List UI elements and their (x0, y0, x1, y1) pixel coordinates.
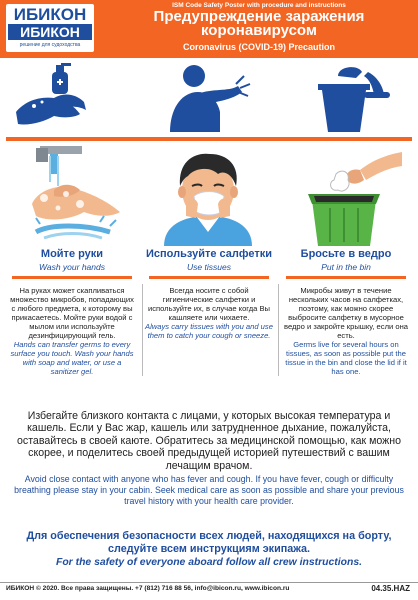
column-subtitle-wash: Wash your hands (39, 262, 105, 272)
column-subtitle-tissues: Use tissues (187, 262, 231, 272)
logo-tagline: решение для судоходства (19, 42, 81, 48)
column-text-wash (8, 286, 136, 376)
column-text-tissues (145, 286, 273, 340)
cough-person-icon (158, 62, 258, 134)
column-divider (142, 284, 143, 376)
column-text-en: Always carry tissues with you and use them to catch your cough or sneeze. (145, 322, 273, 340)
trash-bin-icon (298, 62, 398, 134)
column-text-bin (282, 286, 410, 376)
column-underline (286, 276, 406, 279)
header-banner (0, 0, 418, 58)
column-title-bin: Бросьте в ведро (300, 248, 392, 260)
column-underline (12, 276, 132, 279)
column-title-wash: Мойте руки (40, 248, 104, 260)
column-underline (149, 276, 269, 279)
column-subtitle-bin: Put in the bin (321, 262, 371, 272)
column-divider (278, 284, 279, 376)
tissue-into-bin-illustration (284, 146, 404, 246)
boy-with-tissue-illustration (148, 146, 268, 246)
footer-divider (0, 582, 418, 583)
column-text-ru: На руках может скапливаться множество микробов, попадающих с любого предмета, к которому вы прикасаетесь. Мойте руки водой с мылом или используйте дезинфицирующий гель. (10, 286, 134, 340)
crew-instructions-en: For the safety of everyone aboard follow all crew instructions. (55, 557, 363, 568)
column-title-tissues: Используйте салфетки (146, 248, 272, 260)
column-text-ru: Всегда носите с собой гигиенические салфетки и используйте их, в случае когда Вы кашляете или чихаете. (147, 286, 271, 322)
poster-subtitle: Coronavirus (COVID-19) Precaution (182, 42, 336, 52)
column-text-en: Germs live for several hours on tissues, as soon as possible put the tissue in the bin and close the lid if it has one. (285, 340, 407, 376)
column-text-en: Hands can transfer germs to every surface you touch. Wash your hands with soap and water, or use a sanitizer gel. (10, 340, 134, 376)
poster-code: 04.35.HAZ (371, 584, 410, 593)
company-logo (6, 4, 94, 52)
top-divider (6, 137, 412, 141)
advice-text-en: Avoid close contact with anyone who has fever and cough. If you have fever, cough or difficulty breathing please stay in your cabin. Seek medical care as soon as possible and share your previous travel history with your health care provider. (14, 474, 404, 506)
footer-copyright: ИБИКОН © 2020. Все права защищены. +7 (812) 716 88 56, info@ibicon.ru, www.ibicon.ru (6, 585, 290, 592)
poster-title: Предупреждение заражения коронавирусом (153, 8, 365, 39)
poster-kicker: ISM Code Safety Poster with procedure and instructions (172, 2, 346, 9)
logo-wordmark-band: ИБИКОН (8, 24, 92, 40)
column-text-ru: Микробы живут в течение нескольких часов на салфетках, поэтому, как можно скорее выбросите салфетку в мусорное ведро и закройте крышку, если она есть. (284, 286, 408, 340)
hand-wash-icon (14, 62, 104, 134)
washing-hands-illustration (14, 146, 134, 246)
crew-instructions-ru: Для обеспечения безопасности всех людей, находящихся на борту, следуйте всем инструкциям экипажа. (26, 530, 392, 555)
advice-text-ru: Избегайте близкого контакта с лицами, у которых высокая температура и кашель. Если у Вас жар, кашель или затрудненное дыхание, пожалуйста, оставайтесь в своей каюте. Обратитесь за медицинской помощью, как можно скорее, и поделитесь своей предыдущей историей путешествий с вашим лечащим врачом. (17, 410, 401, 472)
logo-wordmark: ИБИКОН (13, 5, 87, 24)
